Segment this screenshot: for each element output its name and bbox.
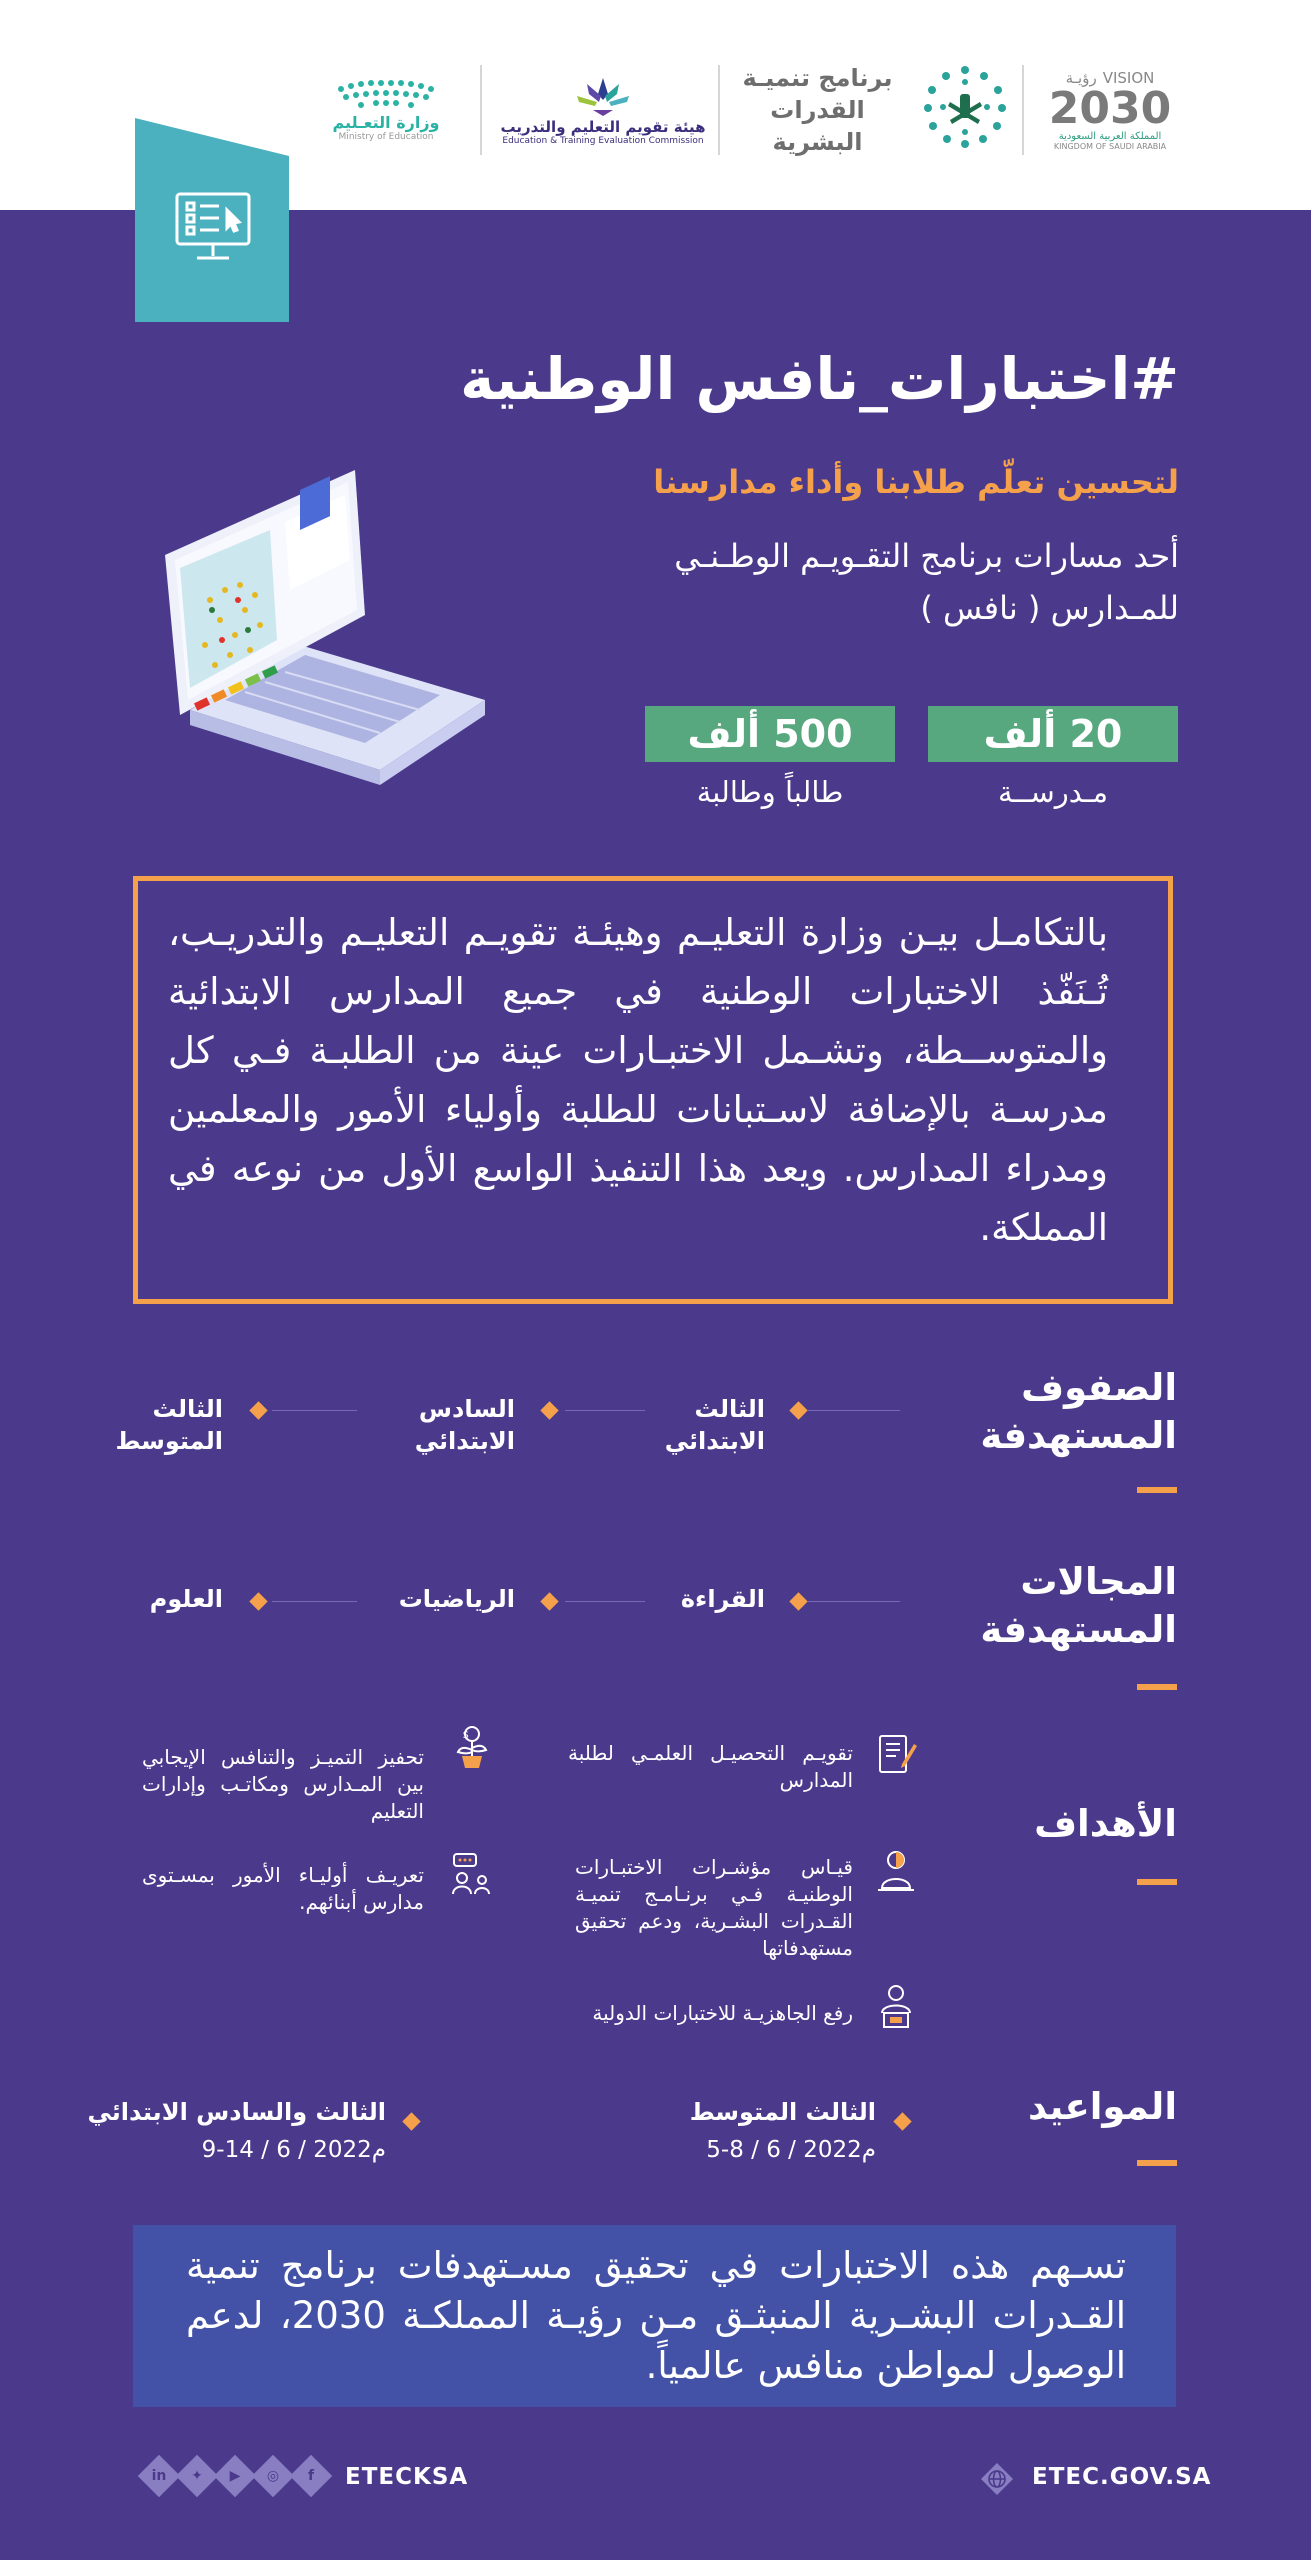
goal-item: رفع الجاهزيـة للاختبارات الدولية bbox=[592, 2001, 853, 2025]
schedule-grade: الثالث المتوسط bbox=[689, 2098, 876, 2126]
etec-logo bbox=[498, 60, 708, 160]
moe-dots-icon bbox=[331, 79, 441, 113]
description: أحد مسارات برنامج التقـويـم الوطـنـي للمـدارس ( نافس ) bbox=[674, 537, 1179, 627]
etec-ar-text: هيئة تقويم التعليم والتدريب bbox=[500, 118, 706, 136]
handle-text[interactable]: ETECKSA bbox=[345, 2464, 469, 2490]
parents-chat-icon bbox=[448, 1850, 496, 1898]
intro-text: بالتكامـل بيـن وزارة التعليـم وهيئـة تقويـم التعليـم والتدريـب، تُـنَفّذ الاختبارات الوطنية في جميع المدارس الابتدائية والمتوســطة، وتشـمل الاختبـارات عينة من الطلبـة فـي كل مدرسـة بالإضافة لاسـتبانات للطلبة وأولياء الأمور والمعلمين ومدراء المدارس. ويعد هذا التنفيذ الواسع الأول من نوعه في المملكة. bbox=[168, 911, 1108, 1249]
bullet-diamond-icon bbox=[249, 1592, 267, 1610]
facebook-icon[interactable]: f bbox=[290, 2455, 332, 2497]
plant-coin-icon bbox=[448, 1724, 496, 1772]
stat-students-value: 500 ألف bbox=[645, 706, 895, 762]
schedule-date: 5-8 / 6 / 2022م bbox=[706, 2137, 876, 2163]
globe-icon bbox=[980, 2462, 1014, 2496]
goal-item: تقويـم التحصيـل العلمـي لطلبة المدارس bbox=[568, 1741, 853, 1792]
bullet-diamond-icon bbox=[402, 2112, 420, 2130]
grade-item: السادس الابتدائي bbox=[414, 1395, 515, 1455]
goals-title-bar bbox=[1137, 1879, 1177, 1885]
schedule-title-bar bbox=[1137, 2160, 1177, 2166]
domain-item: الرياضيات bbox=[398, 1585, 515, 1613]
stat-schools-value: 20 ألف bbox=[928, 706, 1178, 762]
subtitle: لتحسين تعلّم طلابنا وأداء مدارسنا bbox=[653, 463, 1179, 501]
twitter-icon[interactable]: ✦ bbox=[176, 2455, 218, 2497]
vision-2030-logo bbox=[1030, 60, 1190, 160]
connector-line bbox=[808, 1410, 900, 1411]
person-badge-icon bbox=[872, 1848, 920, 1896]
page-title: #اختبارات_نافس الوطنية bbox=[460, 345, 1179, 413]
grade-item: الثالث الابتدائي bbox=[664, 1395, 765, 1455]
moe-logo bbox=[306, 60, 466, 160]
closing-box bbox=[133, 2225, 1176, 2407]
goal-item: تحفيز التميـز والتنافس الإيجابي بين المـدارس ومكاتـب وإدارات التعليم bbox=[142, 1745, 424, 1823]
connector-line bbox=[272, 1601, 357, 1602]
connector-line bbox=[565, 1601, 645, 1602]
vision-year: 2030 bbox=[1048, 83, 1172, 134]
domain-item: القراءة bbox=[680, 1585, 765, 1613]
bullet-diamond-icon bbox=[789, 1401, 807, 1419]
vision-kingdom-ar: المملكة العربية السعودية bbox=[1058, 131, 1162, 142]
instagram-icon[interactable]: ◎ bbox=[252, 2455, 294, 2497]
header-divider bbox=[1022, 65, 1024, 155]
bullet-diamond-icon bbox=[893, 2112, 911, 2130]
goal-item: قيـاس مؤشـرات الاختبـارات الوطنيـة فـي برنـامـج تنميـة القـدرات البشـرية، ودعم تحقيق مستهدفاتها bbox=[575, 1855, 853, 1960]
domains-title: المجالات المستهدفة bbox=[980, 1560, 1177, 1651]
notebook-pen-icon bbox=[872, 1730, 920, 1778]
stat-students-label: طالباً وطالبة bbox=[696, 775, 844, 809]
hcdp-line1: برنامج تنميـة bbox=[742, 64, 893, 92]
goal-item: تعريـف أوليـاء الأمور بمسـتوى مدارس أبنائهم. bbox=[142, 1863, 424, 1914]
grade-item: الثالث المتوسط bbox=[115, 1395, 223, 1455]
hcdp-logo bbox=[725, 60, 910, 160]
goals-title: الأهداف bbox=[1034, 1802, 1177, 1845]
stat-schools-label: مـدرســة bbox=[997, 775, 1109, 809]
youtube-icon[interactable]: ▶ bbox=[214, 2455, 256, 2497]
schedule-title: المواعيد bbox=[1027, 2085, 1177, 2128]
bullet-diamond-icon bbox=[789, 1592, 807, 1610]
grades-title: الصفوف المستهدفة bbox=[980, 1366, 1177, 1457]
website-link[interactable] bbox=[980, 2458, 1212, 2498]
domains-title-bar bbox=[1137, 1684, 1177, 1690]
website-text: ETEC.GOV.SA bbox=[1032, 2464, 1212, 2490]
bullet-diamond-icon bbox=[540, 1401, 558, 1419]
bullet-diamond-icon bbox=[540, 1592, 558, 1610]
vision-kingdom-en: KINGDOM OF SAUDI ARABIA bbox=[1053, 142, 1167, 151]
hcdp-line2: القدرات البشرية bbox=[770, 96, 865, 156]
svg-text:$: $ bbox=[462, 1730, 469, 1741]
etec-en-text: Education & Training Evaluation Commission bbox=[502, 136, 704, 146]
schedule-grade: الثالث والسادس الابتدائي bbox=[87, 2098, 386, 2126]
vision-ar-text: رؤيـة bbox=[1065, 69, 1097, 87]
etec-flower-icon bbox=[571, 74, 635, 118]
bullet-diamond-icon bbox=[249, 1401, 267, 1419]
moe-en-text: Ministry of Education bbox=[338, 131, 434, 142]
intro-box bbox=[133, 876, 1173, 1304]
vision-en-text: VISION bbox=[1102, 69, 1155, 87]
grades-title-bar bbox=[1137, 1487, 1177, 1493]
header-divider bbox=[480, 65, 482, 155]
connector-line bbox=[808, 1601, 900, 1602]
linkedin-icon[interactable]: in bbox=[138, 2455, 180, 2497]
connector-line bbox=[565, 1410, 645, 1411]
domain-item: العلوم bbox=[149, 1585, 223, 1613]
schedule-date: 9-14 / 6 / 2022م bbox=[201, 2137, 386, 2163]
connector-line bbox=[272, 1410, 357, 1411]
saudi-emblem-icon bbox=[920, 62, 1010, 152]
moe-ar-text: وزارة التعـليم bbox=[332, 112, 440, 132]
header-divider bbox=[718, 65, 720, 155]
laptop-illustration bbox=[150, 460, 490, 830]
speaker-podium-icon bbox=[872, 1983, 920, 2031]
closing-text: تسـهم هذه الاختبارات في تحقيق مسـتهدفات برنامج تنمية القـدرات البشـرية المنبثـق مـن رؤيـة المملكـة 2030، لدعم الوصول لمواطن منافس عالمياً. bbox=[186, 2244, 1126, 2387]
computer-checklist-icon bbox=[173, 188, 253, 268]
